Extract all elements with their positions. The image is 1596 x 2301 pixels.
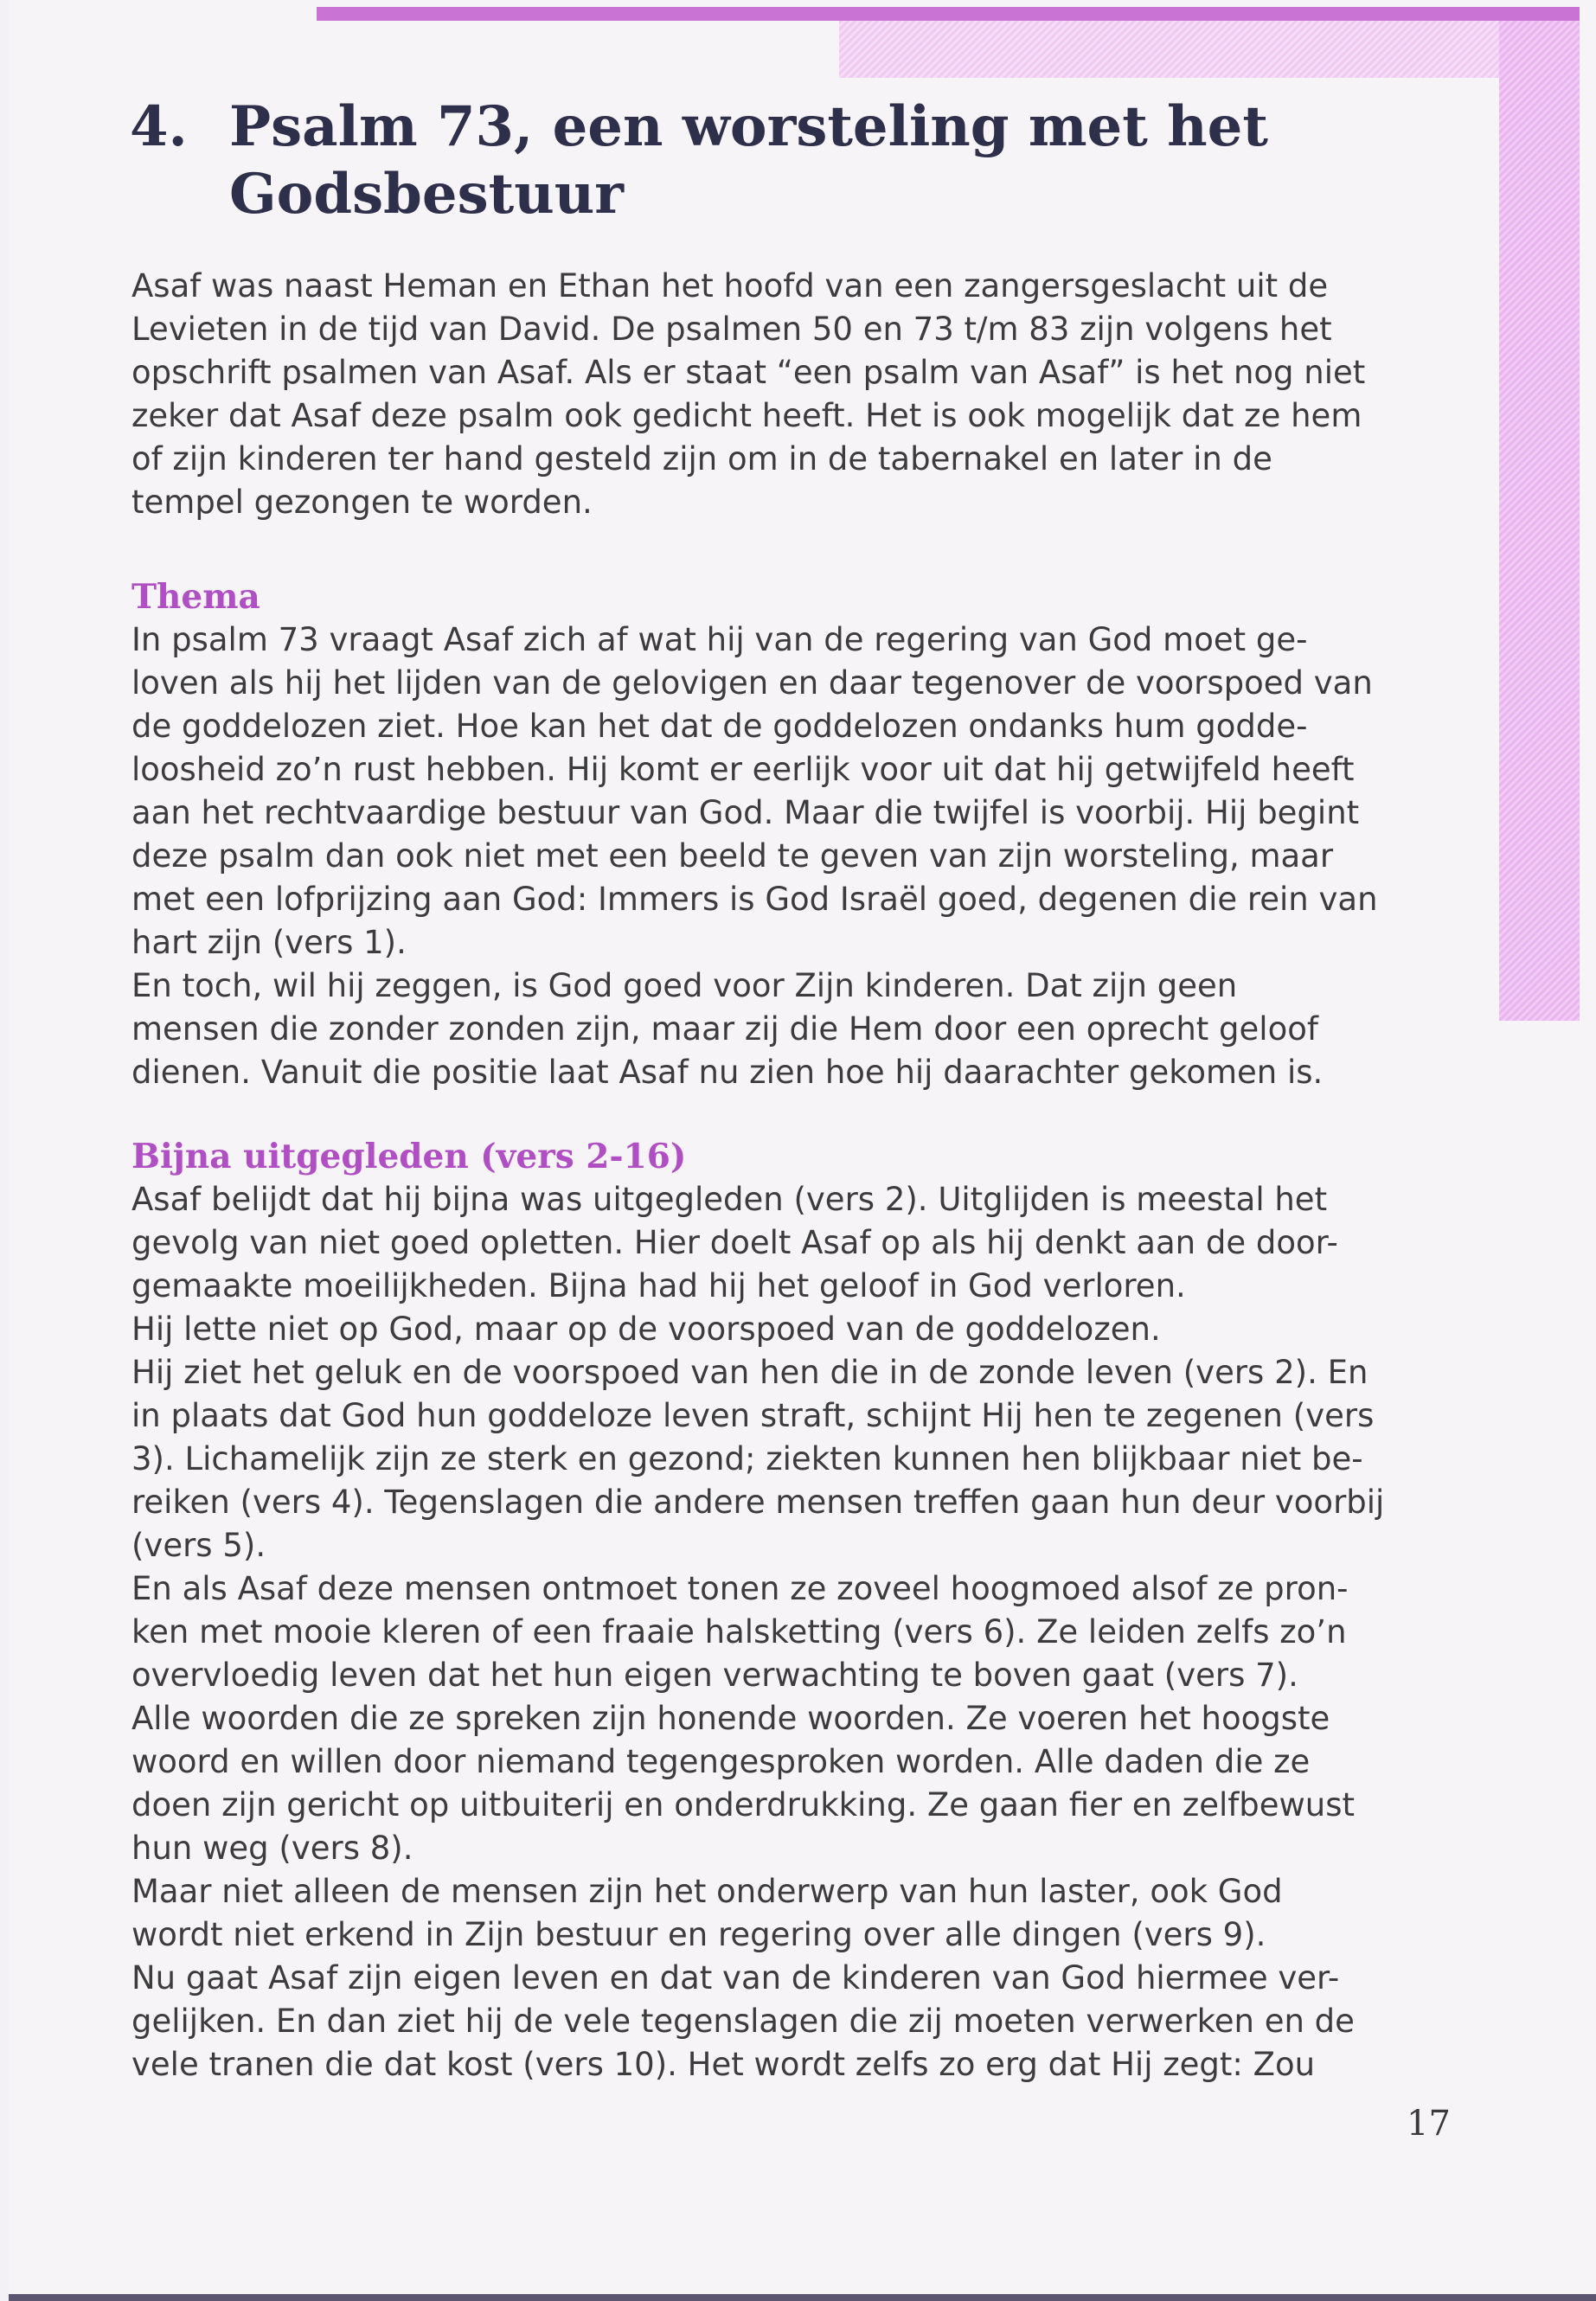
section-bijna-uitgegleden <box>131 1135 1464 2086</box>
bijna-line: Hij lette niet op God, maar op de voorspoed van de goddelozen. <box>131 1311 1161 1348</box>
thema-line: In psalm 73 vraagt Asaf zich af wat hij van de regering van God moet ge- <box>131 621 1308 658</box>
bijna-line: hun weg (vers 8). <box>131 1830 413 1867</box>
thema-line: loosheid zo’n rust hebben. Hij komt er eerlijk voor uit dat hij getwijfeld heeft <box>131 751 1355 788</box>
decorative-top-bar <box>317 7 1580 21</box>
section-heading-bijna-uitgegleden: Bijna uitgegleden (vers 2-16) <box>131 1137 687 1176</box>
thema-line: dienen. Vanuit die positie laat Asaf nu zien hoe hij daarachter gekomen is. <box>131 1054 1324 1091</box>
bijna-line: 3). Lichamelijk zijn ze sterk en gezond; ziekten kunnen hen blijkbaar niet be- <box>131 1440 1363 1477</box>
intro-line: opschrift psalmen van Asaf. Als er staat “een psalm van Asaf” is het nog niet <box>131 354 1366 391</box>
bijna-line: overvloedig leven dat het hun eigen verwachting te boven gaat (vers 7). <box>131 1657 1298 1694</box>
decorative-hatched-band-top <box>839 21 1580 78</box>
thema-line: hart zijn (vers 1). <box>131 924 407 961</box>
thema-line: loven als hij het lijden van de gelovigen en daar tegenover de voorspoed van <box>131 664 1373 702</box>
intro-line: Asaf was naast Heman en Ethan het hoofd van een zangersgeslacht uit de <box>131 267 1329 304</box>
page-number: 17 <box>1407 2104 1451 2144</box>
chapter-number: 4. <box>130 94 188 159</box>
bijna-line: (vers 5). <box>131 1527 266 1564</box>
bijna-line: gevolg van niet goed opletten. Hier doelt Asaf op als hij denkt aan de door- <box>131 1224 1338 1261</box>
bijna-line: gelijken. En dan ziet hij de vele tegenslagen die zij moeten verwerken en de <box>131 2003 1355 2040</box>
bijna-line: Maar niet alleen de mensen zijn het onderwerp van hun laster, ook God <box>131 1873 1283 1910</box>
section-heading-thema: Thema <box>131 577 260 617</box>
bijna-line: doen zijn gericht op uitbuiterij en onderdrukking. Ze gaan fier en zelfbewust <box>131 1786 1356 1823</box>
chapter-title-line-2: Godsbestuur <box>229 162 624 227</box>
bijna-line: gemaakte moeilijkheden. Bijna had hij het geloof in God verloren. <box>131 1267 1186 1304</box>
intro-line: zeker dat Asaf deze psalm ook gedicht heeft. Het is ook mogelijk dat ze hem <box>131 397 1362 434</box>
thema-line: En toch, wil hij zeggen, is God goed voor Zijn kinderen. Dat zijn geen <box>131 967 1238 1004</box>
thema-line: mensen die zonder zonden zijn, maar zij die Hem door een oprecht geloof <box>131 1010 1318 1048</box>
thema-line: met een lofprijzing aan God: Immers is God Israël goed, degenen die rein van <box>131 881 1378 918</box>
thema-line: deze psalm dan ook niet met een beeld te geven van zijn worsteling, maar <box>131 837 1334 875</box>
chapter-title <box>130 93 1462 228</box>
thema-line: aan het rechtvaardige bestuur van God. Maar die twijfel is voorbij. Hij begint <box>131 794 1360 831</box>
bijna-line: ken met mooie kleren of een fraaie halsketting (vers 6). Ze leiden zelfs zo’n <box>131 1613 1347 1650</box>
bijna-line: reiken (vers 4). Tegenslagen die andere mensen treffen gaan hun deur voorbij <box>131 1484 1385 1521</box>
bijna-line: Nu gaat Asaf zijn eigen leven en dat van de kinderen van God hiermee ver- <box>131 1959 1340 1997</box>
bijna-line: in plaats dat God hun goddeloze leven straft, schijnt Hij hen te zegenen (vers <box>131 1397 1375 1434</box>
bijna-line: Asaf belijdt dat hij bijna was uitgegleden (vers 2). Uitglijden is meestal het <box>131 1181 1328 1218</box>
decorative-hatched-band-side <box>1499 21 1580 1021</box>
bijna-line: vele tranen die dat kost (vers 10). Het wordt zelfs zo erg dat Hij zegt: Zou <box>131 2046 1316 2083</box>
bijna-line: Hij ziet het geluk en de voorspoed van hen die in de zonde leven (vers 2). En <box>131 1354 1368 1391</box>
bijna-line: En als Asaf deze mensen ontmoet tonen ze zoveel hoogmoed alsof ze pron- <box>131 1570 1349 1607</box>
intro-line: tempel gezongen te worden. <box>131 484 593 521</box>
thema-line: de goddelozen ziet. Hoe kan het dat de goddelozen ondanks hum godde- <box>131 708 1308 745</box>
page-bottom-edge <box>9 2294 1596 2301</box>
bijna-line: woord en willen door niemand tegengesproken worden. Alle daden die ze <box>131 1743 1311 1780</box>
bijna-line: Alle woorden die ze spreken zijn honende woorden. Ze voeren het hoogste <box>131 1700 1330 1737</box>
bijna-line: wordt niet erkend in Zijn bestuur en regering over alle dingen (vers 9). <box>131 1916 1266 1953</box>
intro-paragraph <box>131 265 1464 524</box>
intro-line: of zijn kinderen ter hand gesteld zijn om in de tabernakel en later in de <box>131 440 1272 478</box>
section-thema <box>131 575 1464 1094</box>
chapter-title-line-1: Psalm 73, een worsteling met het <box>229 94 1268 159</box>
intro-line: Levieten in de tijd van David. De psalmen 50 en 73 t/m 83 zijn volgens het <box>131 311 1332 348</box>
